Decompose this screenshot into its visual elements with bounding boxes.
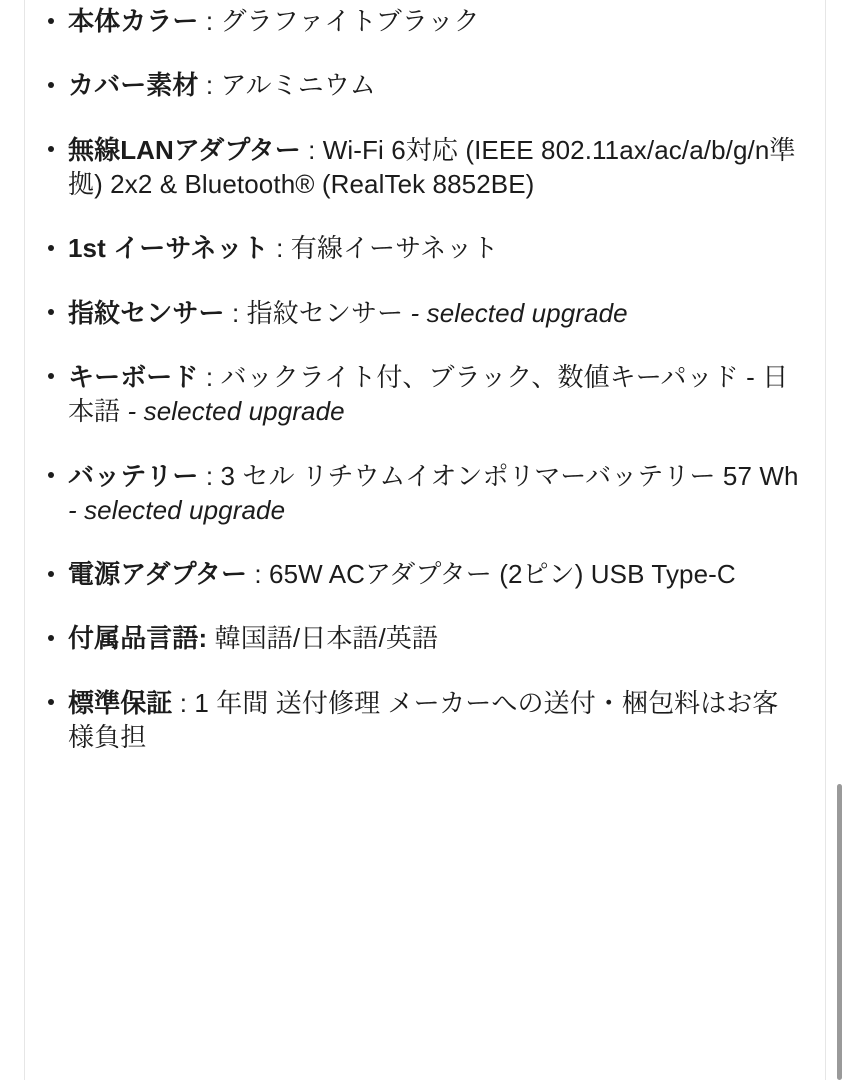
spec-note: - selected upgrade xyxy=(68,494,286,525)
spec-value: 1 年間 送付修理 メーカーへの送付・梱包料はお客様負担 xyxy=(68,687,779,753)
spec-label: 1st イーサネット xyxy=(68,233,269,264)
bullet-icon xyxy=(48,635,54,641)
spec-value: アルミニウム xyxy=(220,70,376,101)
spec-value: 指紋センサー xyxy=(246,297,411,328)
list-item xyxy=(44,360,800,429)
bullet-icon xyxy=(48,571,54,577)
bullet-icon xyxy=(48,18,54,24)
list-item xyxy=(44,459,800,528)
spec-separator: : xyxy=(205,6,221,36)
spec-separator: : xyxy=(205,361,221,392)
bullet-icon xyxy=(48,472,54,478)
spec-separator: : xyxy=(276,233,291,264)
scrollbar[interactable] xyxy=(836,0,846,1080)
spec-separator: : xyxy=(205,70,221,101)
spec-value: 韓国語/日本語/英語 xyxy=(214,623,439,654)
spec-value: 65W ACアダプター (2ピン) USB Type-C xyxy=(269,559,736,590)
left-column-rule xyxy=(24,0,25,1080)
spec-separator: : xyxy=(254,559,270,590)
specification-list xyxy=(44,4,800,754)
bullet-icon xyxy=(48,699,54,705)
scrollbar-thumb[interactable] xyxy=(837,784,842,1080)
bullet-icon xyxy=(48,146,54,152)
spec-note: - selected upgrade xyxy=(127,396,345,427)
spec-label: カバー素材 xyxy=(68,70,199,101)
spec-label: 本体カラー xyxy=(68,6,199,36)
spec-value: 3 セル リチウムイオンポリマーバッテリー 57 Wh xyxy=(220,460,799,491)
bullet-icon xyxy=(48,373,54,379)
bullet-icon xyxy=(48,82,54,88)
list-item xyxy=(44,4,800,38)
spec-label: 無線LANアダプター xyxy=(68,134,301,165)
list-item xyxy=(44,686,800,755)
spec-label: 電源アダプター xyxy=(68,559,248,590)
list-item xyxy=(44,133,800,202)
list-item xyxy=(44,557,800,591)
spec-separator: : xyxy=(231,297,247,328)
spec-value: 有線イーサネット xyxy=(290,233,499,264)
spec-label: バッテリー xyxy=(68,460,199,491)
spec-label: 指紋センサー xyxy=(68,297,225,328)
right-column-rule xyxy=(825,0,826,1080)
spec-label: 標準保証 xyxy=(68,687,173,718)
list-item xyxy=(44,68,800,102)
spec-separator: : xyxy=(179,687,195,718)
spec-label: 付属品言語: xyxy=(68,623,208,654)
spec-note: - selected upgrade xyxy=(410,297,628,328)
bullet-icon xyxy=(48,245,54,251)
spec-value: グラファイトブラック xyxy=(220,6,480,36)
list-item xyxy=(44,231,800,265)
bullet-icon xyxy=(48,309,54,315)
spec-separator: : xyxy=(205,460,221,491)
spec-separator: : xyxy=(308,134,323,165)
spec-value: バックライト付、ブラック、数値キーパッド - 日本語 xyxy=(68,361,789,427)
spec-value: Wi-Fi 6対応 (IEEE 802.11ax/ac/a/b/g/n準拠) 2x2 & Bluetooth® (RealTek 8852BE) xyxy=(68,134,796,199)
list-item xyxy=(44,296,800,330)
list-item xyxy=(44,621,800,655)
spec-label: キーボード xyxy=(68,361,199,392)
